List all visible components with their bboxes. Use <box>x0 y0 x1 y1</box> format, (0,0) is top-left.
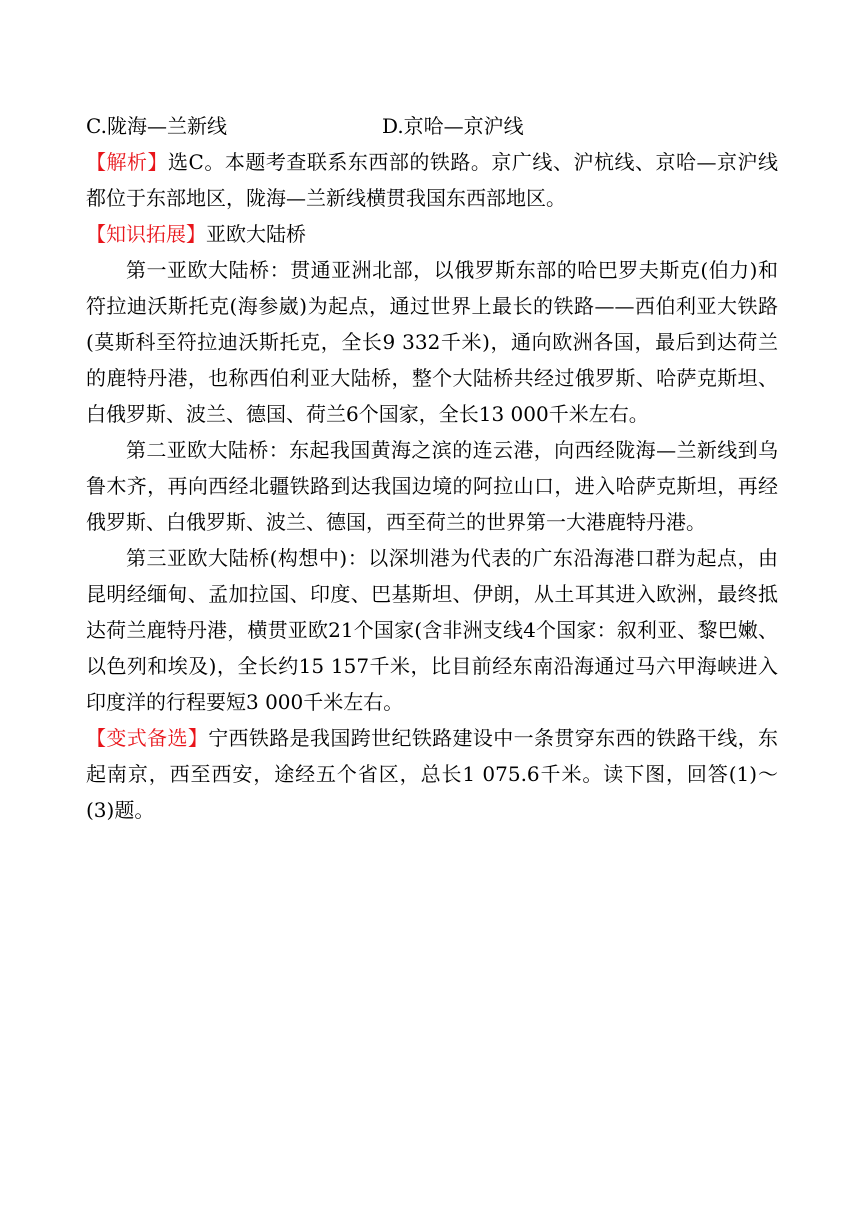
extension-title: 亚欧大陆桥 <box>206 222 306 246</box>
extension-heading <box>86 216 778 252</box>
extension-paragraph-3: 第三亚欧大陆桥(构想中)：以深圳港为代表的广东沿海港口群为起点，由昆明经缅甸、孟加拉国、印度、巴基斯坦、伊朗，从土耳其进入欧洲，最终抵达荷兰鹿特丹港，横贯亚欧21个国家(含非洲支线4个国家：叙利亚、黎巴嫩、以色列和埃及)，全长约15 157千米，比目前经东南沿海通过马六甲海峡进入印度洋的行程要短3 000千米左右。 <box>86 546 778 714</box>
extension-paragraph-2: 第二亚欧大陆桥：东起我国黄海之滨的连云港，向西经陇海—兰新线到乌鲁木齐，再向西经北疆铁路到达我国边境的阿拉山口，进入哈萨克斯坦，再经俄罗斯、白俄罗斯、波兰、德国，西至荷兰的世界第一大港鹿特丹港。 <box>86 438 778 534</box>
answer-options <box>86 108 778 144</box>
analysis-text: 选C。本题考查联系东西部的铁路。京广线、沪杭线、京哈—京沪线都位于东部地区，陇海—兰新线横贯我国东西部地区。 <box>86 150 778 210</box>
extension-tag: 【知识拓展】 <box>86 222 206 246</box>
variant-text: 宁西铁路是我国跨世纪铁路建设中一条贯穿东西的铁路干线，东起南京，西至西安，途经五个省区，总长1 075.6千米。读下图，回答(1)～(3)题。 <box>86 726 779 822</box>
option-d: D.京哈—京沪线 <box>382 114 524 138</box>
option-c: C.陇海—兰新线 <box>86 114 227 138</box>
variant-tag: 【变式备选】 <box>86 726 209 750</box>
analysis-paragraph <box>86 144 778 216</box>
analysis-tag: 【解析】 <box>86 150 169 174</box>
extension-paragraph-1: 第一亚欧大陆桥：贯通亚洲北部，以俄罗斯东部的哈巴罗夫斯克(伯力)和符拉迪沃斯托克(海参崴)为起点，通过世界上最长的铁路——西伯利亚大铁路(莫斯科至符拉迪沃斯托克，全长9 332千米)，通向欧洲各国，最后到达荷兰的鹿特丹港，也称西伯利亚大陆桥，整个大陆桥共经过俄罗斯、哈萨克斯坦、白俄罗斯、波兰、德国、荷兰6个国家，全长13 000千米左右。 <box>86 258 778 426</box>
document-page <box>86 108 778 828</box>
variant-paragraph <box>86 720 778 828</box>
